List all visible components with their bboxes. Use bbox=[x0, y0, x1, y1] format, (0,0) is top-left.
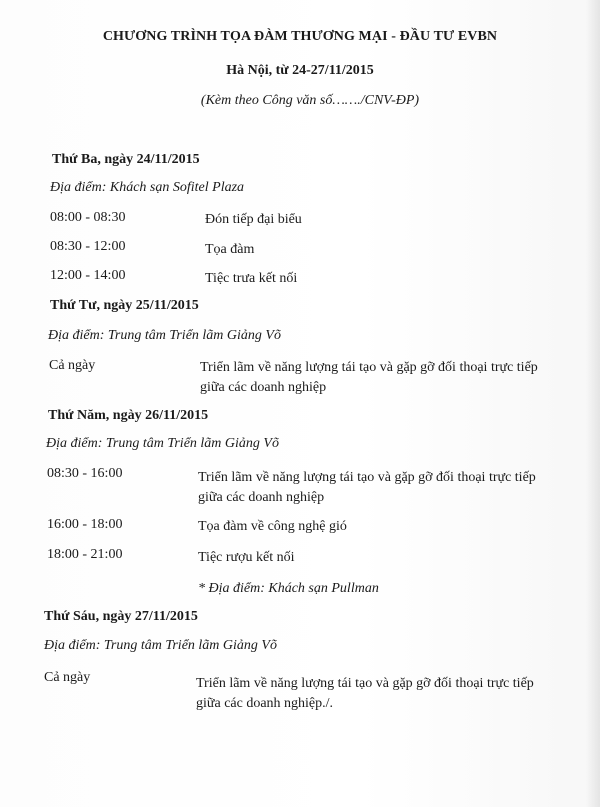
schedule-time: 08:30 - 12:00 bbox=[50, 239, 126, 254]
schedule-activity: Tiệc trưa kết nối bbox=[205, 271, 298, 286]
schedule-time: 16:00 - 18:00 bbox=[47, 517, 123, 532]
schedule-activity: Triển lãm về năng lượng tái tạo và gặp gỡ đối thoại trực tiếp giữa các doanh nghiệp./. bbox=[196, 676, 534, 711]
venue: Địa điểm: Trung tâm Triển lãm Giảng Võ bbox=[44, 638, 277, 653]
schedule-activity: Đón tiếp đại biểu bbox=[205, 212, 302, 227]
reference-note: (Kèm theo Công văn số……./CNV-ĐP) bbox=[200, 93, 420, 108]
schedule-activity: Tọa đàm về công nghệ gió bbox=[198, 519, 347, 534]
day-heading: Thứ Năm, ngày 26/11/2015 bbox=[48, 408, 209, 423]
schedule-time: Cả ngày bbox=[49, 358, 96, 373]
day-heading: Thứ Tư, ngày 25/11/2015 bbox=[50, 298, 199, 313]
schedule-activity: Tọa đàm bbox=[205, 242, 255, 257]
day-heading: Thứ Sáu, ngày 27/11/2015 bbox=[44, 609, 198, 624]
venue: Địa điểm: Khách sạn Sofitel Plaza bbox=[50, 180, 245, 195]
day-heading: Thứ Ba, ngày 24/11/2015 bbox=[52, 152, 200, 167]
venue-note: * Địa điểm: Khách sạn Pullman bbox=[198, 581, 379, 596]
scan-edge-shadow bbox=[586, 0, 600, 807]
location-date: Hà Nội, từ 24-27/11/2015 bbox=[226, 63, 374, 78]
schedule-time: Cả ngày bbox=[44, 670, 91, 685]
venue: Địa điểm: Trung tâm Triển lãm Giảng Võ bbox=[46, 436, 279, 451]
venue: Địa điểm: Trung tâm Triển lãm Giảng Võ bbox=[48, 328, 281, 343]
document-title: CHƯƠNG TRÌNH TỌA ĐÀM THƯƠNG MẠI - ĐẦU TƯ EVBN bbox=[102, 29, 498, 44]
schedule-activity: Tiệc rượu kết nối bbox=[198, 550, 295, 565]
schedule-activity: Triển lãm về năng lượng tái tạo và gặp gỡ đối thoại trực tiếp giữa các doanh nghiệp bbox=[200, 360, 538, 395]
schedule-time: 08:00 - 08:30 bbox=[50, 210, 126, 225]
schedule-time: 08:30 - 16:00 bbox=[47, 466, 123, 481]
schedule-time: 12:00 - 14:00 bbox=[50, 268, 126, 283]
schedule-activity: Triển lãm về năng lượng tái tạo và gặp gỡ đối thoại trực tiếp giữa các doanh nghiệp bbox=[198, 470, 536, 505]
schedule-time: 18:00 - 21:00 bbox=[47, 547, 123, 562]
